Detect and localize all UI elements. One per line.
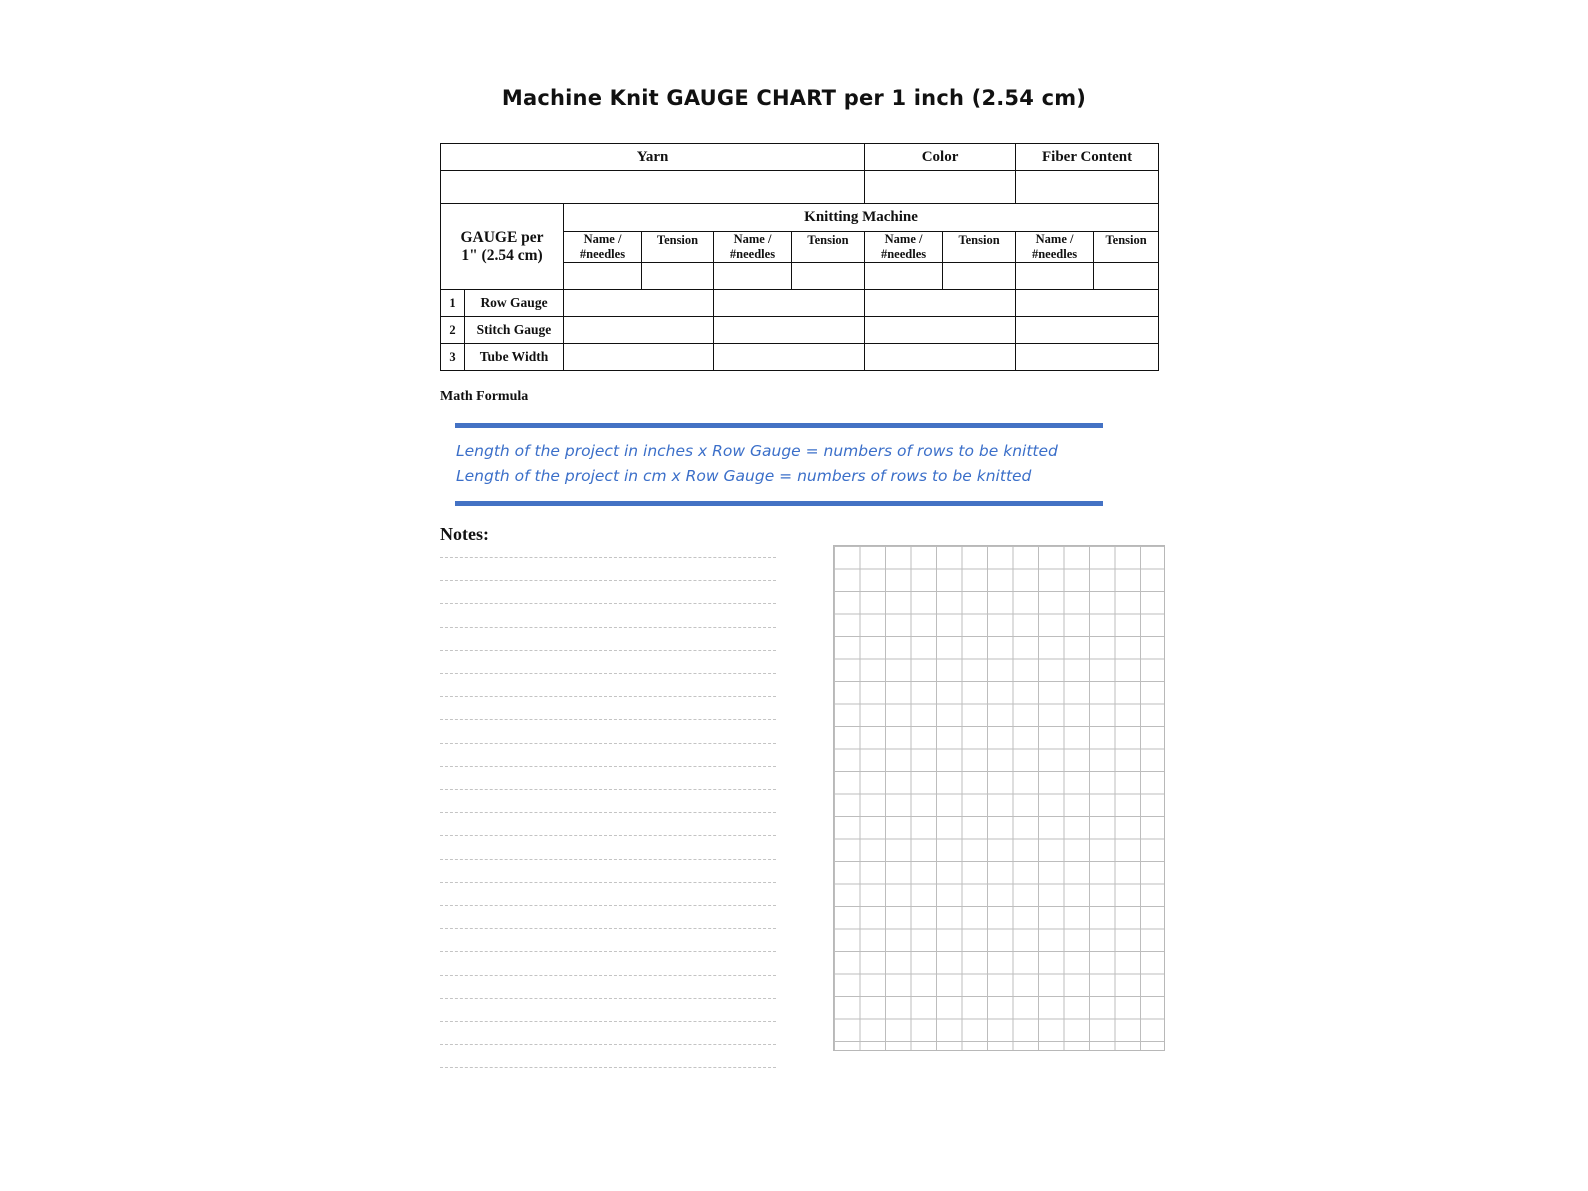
name-needles-header: Name / #needles [865, 232, 943, 263]
note-line[interactable] [440, 1044, 776, 1045]
note-line[interactable] [440, 905, 776, 906]
tension-cell[interactable] [1094, 263, 1159, 290]
notes-label: Notes: [440, 524, 489, 544]
tube-width-cell[interactable] [714, 344, 865, 371]
formula-top-rule [455, 423, 1103, 428]
row-number: 1 [441, 290, 465, 317]
yarn-header: Yarn [441, 144, 865, 171]
stitch-gauge-cell[interactable] [564, 317, 714, 344]
tension-cell[interactable] [642, 263, 714, 290]
row-gauge-cell[interactable] [714, 290, 865, 317]
row-gauge-cell[interactable] [564, 290, 714, 317]
tube-width-cell[interactable] [564, 344, 714, 371]
yarn-cell[interactable] [441, 171, 865, 204]
note-line[interactable] [440, 673, 776, 674]
tension-header: Tension [943, 232, 1016, 263]
color-header: Color [865, 144, 1016, 171]
note-line[interactable] [440, 627, 776, 628]
machine-cell[interactable] [714, 263, 792, 290]
color-cell[interactable] [865, 171, 1016, 204]
stitch-gauge-cell[interactable] [865, 317, 1016, 344]
note-line[interactable] [440, 696, 776, 697]
note-line[interactable] [440, 975, 776, 976]
note-line[interactable] [440, 650, 776, 651]
gauge-per-inch-label: GAUGE per 1" (2.54 cm) [441, 204, 564, 290]
note-line[interactable] [440, 766, 776, 767]
note-line[interactable] [440, 789, 776, 790]
stitch-gauge-cell[interactable] [714, 317, 865, 344]
name-needles-header: Name / #needles [564, 232, 642, 263]
gauge-table [440, 143, 1159, 371]
graph-paper-grid [833, 545, 1165, 1051]
tension-cell[interactable] [943, 263, 1016, 290]
row-number: 3 [441, 344, 465, 371]
tube-width-cell[interactable] [865, 344, 1016, 371]
stitch-gauge-label: Stitch Gauge [465, 317, 564, 344]
note-line[interactable] [440, 951, 776, 952]
stitch-gauge-cell[interactable] [1016, 317, 1159, 344]
note-line[interactable] [440, 1021, 776, 1022]
tension-header: Tension [642, 232, 714, 263]
tension-cell[interactable] [792, 263, 865, 290]
row-number: 2 [441, 317, 465, 344]
note-line[interactable] [440, 859, 776, 860]
tension-header: Tension [792, 232, 865, 263]
name-needles-header: Name / #needles [1016, 232, 1094, 263]
math-formula-label: Math Formula [440, 389, 529, 404]
note-line[interactable] [440, 557, 776, 558]
formula-inches: Length of the project in inches x Row Gauge = numbers of rows to be knitted [456, 442, 1058, 460]
tension-header: Tension [1094, 232, 1159, 263]
row-gauge-label: Row Gauge [465, 290, 564, 317]
row-gauge-cell[interactable] [865, 290, 1016, 317]
page-title: Machine Knit GAUGE CHART per 1 inch (2.54 cm) [501, 86, 1087, 110]
formula-cm: Length of the project in cm x Row Gauge = numbers of rows to be knitted [456, 467, 1032, 485]
fiber-content-header: Fiber Content [1016, 144, 1159, 171]
note-line[interactable] [440, 603, 776, 604]
note-line[interactable] [440, 1067, 776, 1068]
machine-cell[interactable] [564, 263, 642, 290]
tube-width-cell[interactable] [1016, 344, 1159, 371]
fiber-content-cell[interactable] [1016, 171, 1159, 204]
knitting-machine-header: Knitting Machine [564, 204, 1159, 232]
formula-bottom-rule [455, 501, 1103, 506]
note-line[interactable] [440, 928, 776, 929]
row-gauge-cell[interactable] [1016, 290, 1159, 317]
machine-cell[interactable] [1016, 263, 1094, 290]
note-line[interactable] [440, 882, 776, 883]
note-line[interactable] [440, 835, 776, 836]
note-line[interactable] [440, 743, 776, 744]
note-line[interactable] [440, 998, 776, 999]
machine-cell[interactable] [865, 263, 943, 290]
name-needles-header: Name / #needles [714, 232, 792, 263]
note-line[interactable] [440, 580, 776, 581]
tube-width-label: Tube Width [465, 344, 564, 371]
note-line[interactable] [440, 719, 776, 720]
note-line[interactable] [440, 812, 776, 813]
